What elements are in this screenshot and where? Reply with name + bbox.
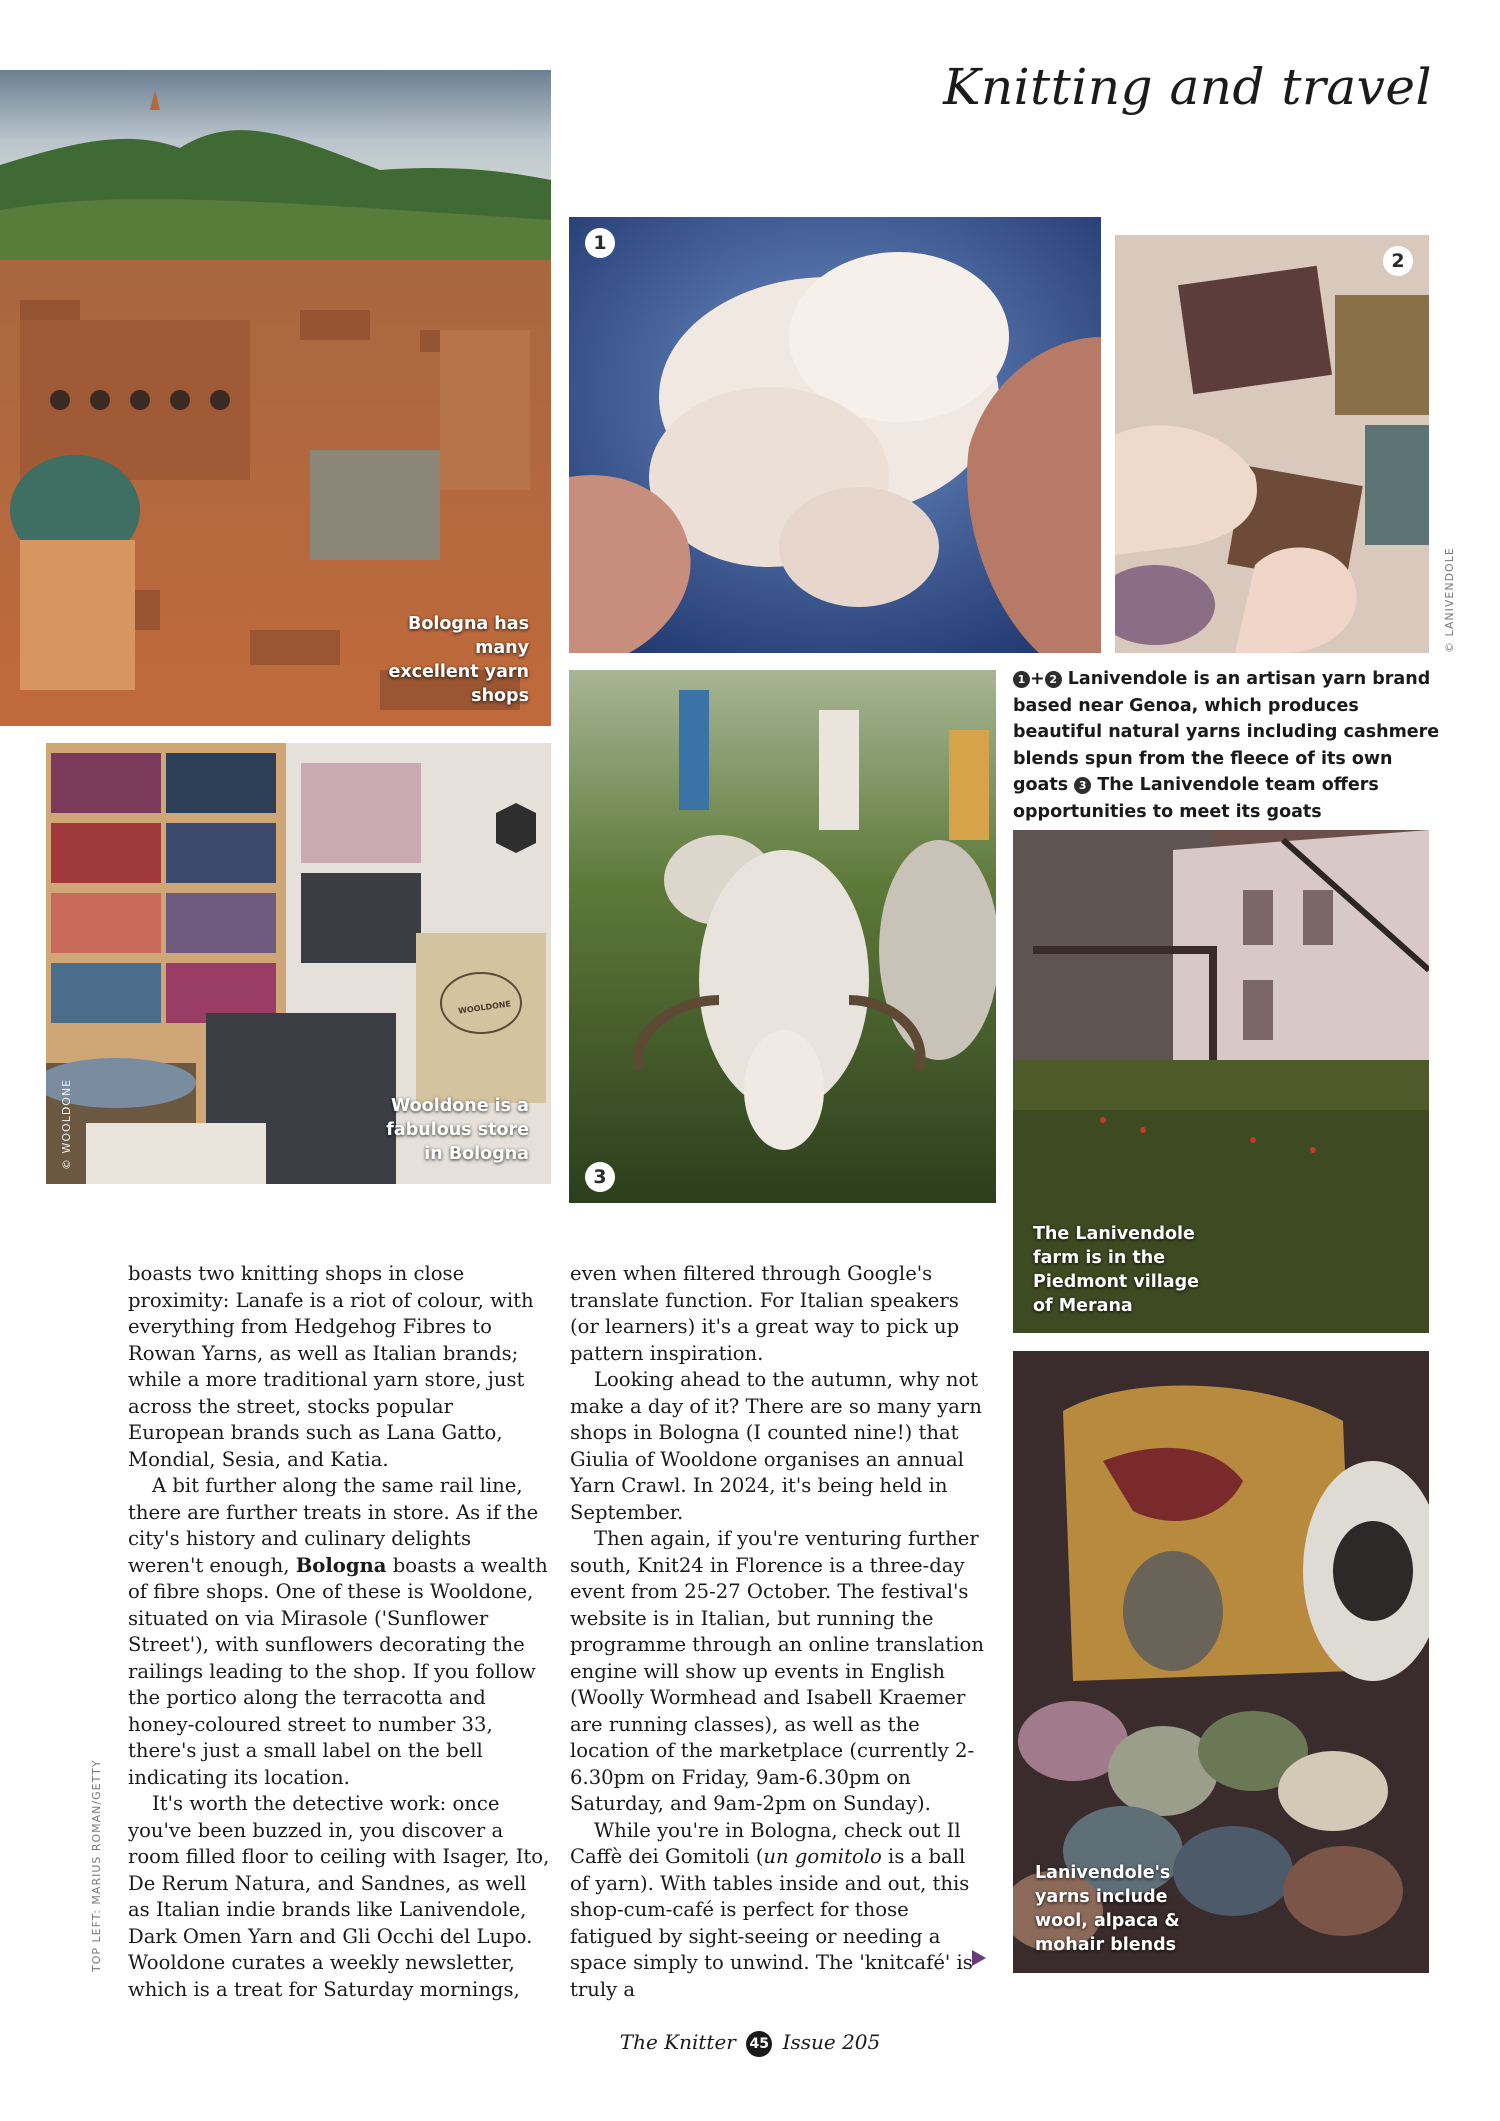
- lanivendole-credit: © LANIVENDOLE: [1443, 547, 1456, 653]
- col2-paragraph-1: even when filtered through Google's translate function. For Italian speakers (or learners) it's a great way to pick up pattern inspiration.: [570, 1262, 960, 1365]
- caption-number-3: 3: [1074, 777, 1091, 794]
- col1-paragraph-3: It's worth the detective work: once you've been buzzed in, you discover a room filled floor to ceiling with Isager, Ito, De Rerum Natura, and Sandnes, as well as Italian indie brands like Lanivendole, Dark Omen Yarn and Gli Occhi del Lupo. Wooldone curates a weekly newsletter, which is a treat for Saturday mornings,: [128, 1792, 550, 2001]
- farm-caption: The Lanivendole farm is in the Piedmont village of Merana: [1033, 1224, 1200, 1316]
- wooldone-photo: [46, 743, 551, 1184]
- fleece-photo: [569, 217, 1101, 653]
- wooldone-caption: Wooldone is a fabulous store in Bologna: [386, 1096, 529, 1164]
- col2-paragraph-3: Then again, if you're venturing further south, Knit24 in Florence is a three-day event from 25-27 October. The festival's website is in Italian, but running the programme through an online translation engine will show up events in English (Woolly Wormhead and Isabell Kraemer are running classes), as well as the location of the marketplace (currently 2-6.30pm on Friday, 9am-6.30pm on Saturday, and 9am-2pm on Sunday).: [570, 1527, 984, 1815]
- photo-number-2: 2: [1383, 246, 1413, 276]
- col1-paragraph-2: [128, 1473, 550, 1791]
- article-column-1: [128, 1261, 550, 2003]
- col2-p4-end: is a ball of yarn). With tables inside and out, this shop-cum-café is perfect for those fatigued by sight-seeing or needing a space simply to unwind. The 'knitcafé' is truly a: [570, 1845, 973, 2001]
- col1-p2-bold: Bologna: [295, 1553, 387, 1577]
- caption-plus: +: [1030, 669, 1045, 689]
- col2-paragraph-2: Looking ahead to the autumn, why not make a day of it? There are so many yarn shops in Bologna (I counted nine!) that Giulia of Wooldone organises an annual Yarn Crawl. In 2024, it's being held in September.: [570, 1368, 982, 1524]
- yarns-photo: [1013, 1351, 1429, 1973]
- photo-number-1: 1: [585, 228, 615, 258]
- col1-paragraph-1: boasts two knitting shops in close proximity: Lanafe is a riot of colour, with everything from Hedgehog Fibres to Rowan Yarns, as well as Italian brands; while a more traditional yarn store, just across the street, stocks popular European brands such as Lana Gatto, Mondial, Sesia, and Katia.: [128, 1262, 534, 1471]
- wooldone-credit: © WOOLDONE: [60, 1078, 73, 1170]
- lanivendole-caption: [1013, 666, 1453, 825]
- col1-p2-end: boasts a wealth of fibre shops. One of these is Wooldone, situated on via Mirasole ('Sunflower Street'), with sunflowers decorating the railings leading to the shop. If you follow the portico along the terracotta and honey-coloured street to number 33, there's just a small label on the bell indicating its location.: [128, 1553, 548, 1789]
- page-number: 45: [746, 2031, 772, 2057]
- bologna-photo: [0, 70, 551, 726]
- col2-p4-start: While you're in Bologna, check out Il Caffè dei Gomitoli (: [570, 1818, 961, 1868]
- farm-photo: [1013, 830, 1429, 1333]
- yarns-caption: Lanivendole's yarns include wool, alpaca & mohair blends: [1035, 1863, 1180, 1955]
- page-footer: [0, 2030, 1500, 2057]
- caption-number-1: 1: [1013, 671, 1030, 688]
- bologna-caption: Bologna has many excellent yarn shops: [388, 614, 529, 706]
- goats-photo: [569, 670, 996, 1203]
- article-column-2: [570, 1261, 988, 2003]
- footer-magazine: The Knitter: [619, 2030, 736, 2054]
- footer-issue: Issue 205: [782, 2030, 881, 2054]
- tote-bag-logo: WOOLDONE: [457, 999, 512, 1016]
- photo-number-3: 3: [585, 1162, 615, 1192]
- swatches-photo: [1115, 235, 1429, 653]
- col1-p2-start: A bit further along the same rail line, there are further treats in store. As if the city's history and culinary delights weren't enough,: [128, 1474, 539, 1577]
- col2-p4-italic: un gomitolo: [763, 1845, 882, 1868]
- caption-number-2: 2: [1045, 671, 1062, 688]
- continue-arrow-icon: [972, 1950, 986, 1966]
- caption-text-1: Lanivendole is an artisan yarn brand based near Genoa, which produces beautiful natural yarns including cashmere blends spun from the fleece of its own goats: [1013, 669, 1440, 795]
- caption-text-2: The Lanivendole team offers opportunities to meet its goats: [1013, 775, 1379, 822]
- col2-paragraph-4: [570, 1818, 988, 2004]
- left-photo-credit: TOP LEFT: MARIUS ROMAN/GETTY: [90, 1759, 103, 1972]
- page-title: Knitting and travel: [943, 58, 1432, 116]
